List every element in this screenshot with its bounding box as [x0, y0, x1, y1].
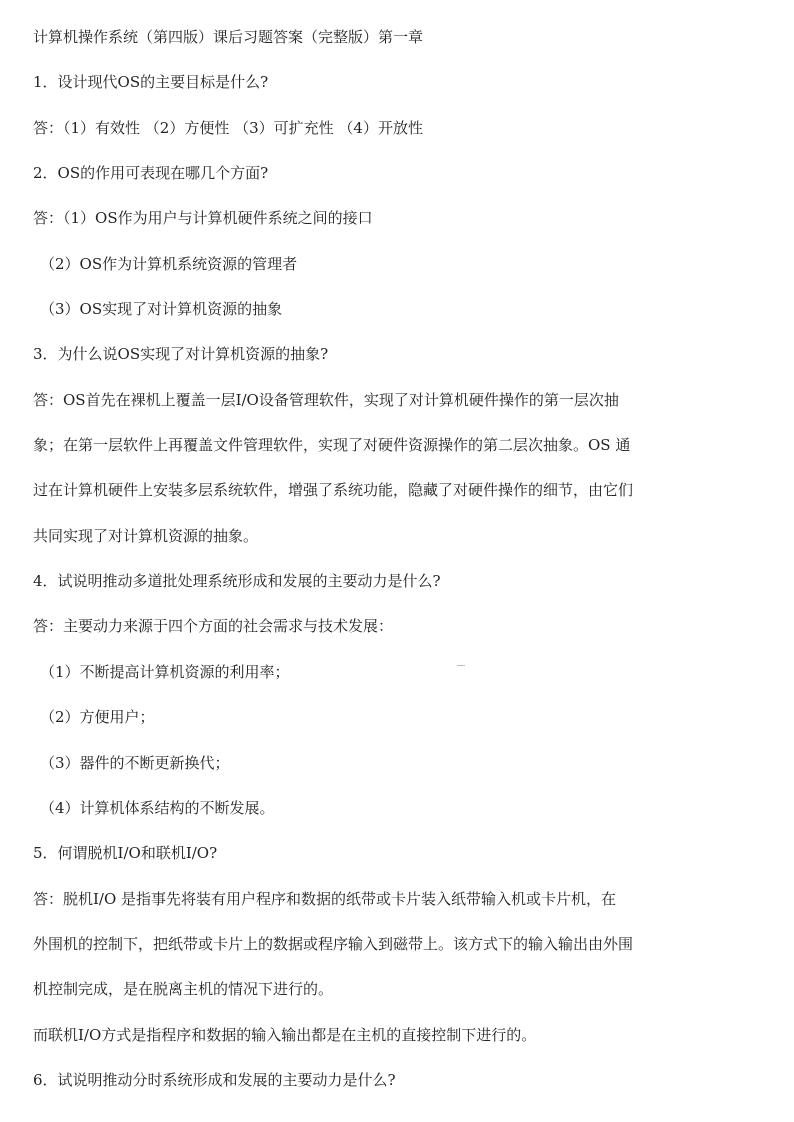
text-line: 外围机的控制下，把纸带或卡片上的数据或程序输入到磁带上。该方式下的输入输出由外围	[33, 934, 634, 953]
text-line: （3）器件的不断更新换代；	[40, 753, 230, 772]
text-line: 答：（1）有效性 （2）方便性 （3）可扩充性 （4）开放性	[33, 118, 423, 137]
text-line: 答：脱机I/O 是指事先将装有用户程序和数据的纸带或卡片装入纸带输入机或卡片机，在	[33, 889, 617, 908]
text-line: （4）计算机体系结构的不断发展。	[40, 798, 275, 817]
text-line: 象；在第一层软件上再覆盖文件管理软件，实现了对硬件资源操作的第二层次抽象。OS 通	[33, 436, 631, 455]
document-page	[0, 15, 794, 1103]
text-line: 过在计算机硬件上安装多层系统软件，增强了系统功能，隐藏了对硬件操作的细节，由它们	[33, 481, 634, 500]
text-line: 共同实现了对计算机资源的抽象。	[33, 526, 259, 545]
text-line: （1）不断提高计算机资源的利用率；	[40, 662, 290, 681]
text-line: （2）方便用户；	[40, 708, 155, 727]
text-line: 5．何谓脱机I/O和联机I/O?	[33, 844, 218, 863]
text-line: 2．OS的作用可表现在哪几个方面?	[33, 164, 269, 183]
text-line: 1．设计现代OS的主要目标是什么?	[33, 73, 269, 92]
document-title: 计算机操作系统（第四版）课后习题答案（完整版）第一章	[33, 28, 424, 46]
text-line: 机控制完成，是在脱离主机的情况下进行的。	[33, 980, 334, 999]
text-line: 而联机I/O方式是指程序和数据的输入输出都是在主机的直接控制下进行的。	[33, 1025, 537, 1044]
text-line: 答：主要动力来源于四个方面的社会需求与技术发展：	[33, 617, 394, 636]
stray-mark	[457, 665, 465, 666]
text-line: 答：（1）OS作为用户与计算机硬件系统之间的接口	[33, 209, 373, 228]
text-line: 4．试说明推动多道批处理系统形成和发展的主要动力是什么?	[33, 572, 441, 591]
text-line: （3）OS实现了对计算机资源的抽象	[40, 300, 283, 319]
text-line: 答：OS首先在裸机上覆盖一层I/O设备管理软件，实现了对计算机硬件操作的第一层次抽	[33, 390, 619, 409]
document-body	[0, 60, 794, 1103]
text-line: （2）OS作为计算机系统资源的管理者	[40, 254, 298, 273]
text-line: 3．为什么说OS实现了对计算机资源的抽象?	[33, 345, 329, 364]
text-line: 6．试说明推动分时系统形成和发展的主要动力是什么?	[33, 1070, 396, 1089]
